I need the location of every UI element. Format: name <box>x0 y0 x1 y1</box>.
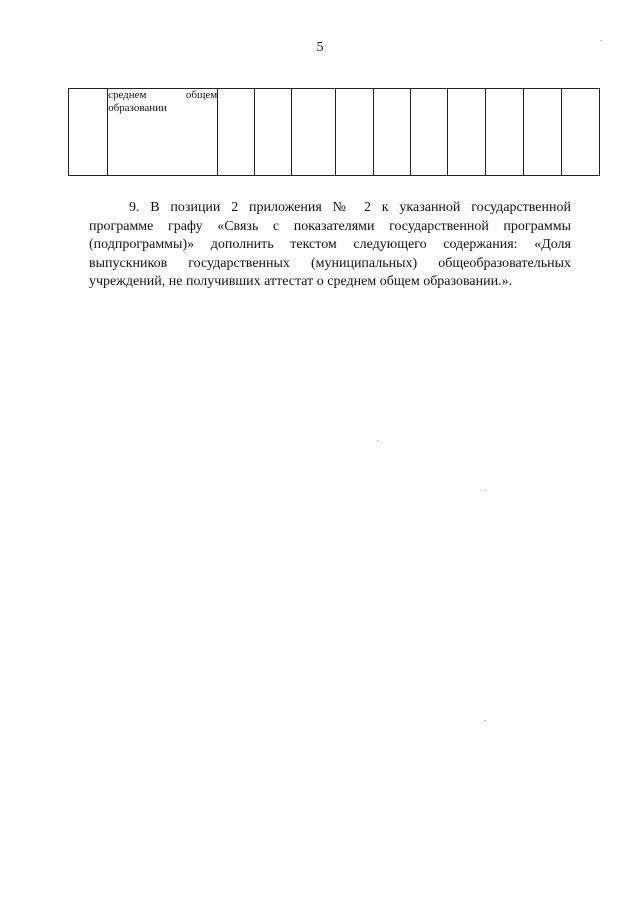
continuation-table <box>68 88 600 176</box>
table-cell <box>485 89 523 176</box>
scan-speck <box>484 720 486 721</box>
paragraph-line: выпускников государственных (муниципальных) общеобразовательных <box>89 255 571 271</box>
paragraph-line: (подпрограммы)» дополнить текстом следующего содержания: «Доля <box>89 237 571 252</box>
table-cell <box>218 89 255 176</box>
table-cell <box>561 89 599 176</box>
paragraph-line: программе графу «Связь с показателями государственной программы <box>89 218 571 234</box>
table-cell-indicator-text <box>108 89 218 176</box>
table-cell <box>373 89 410 176</box>
scan-speck <box>600 40 602 41</box>
table-cell <box>447 89 485 176</box>
paragraph-line: учреждений, не получивших аттестат о среднем общем образовании.». <box>89 274 513 289</box>
cell-text-line: среднем общем <box>108 89 218 101</box>
table-cell <box>523 89 561 176</box>
table-cell <box>336 89 373 176</box>
amendment-paragraph <box>89 199 571 292</box>
scan-speck <box>377 440 379 441</box>
table-cell <box>292 89 336 176</box>
page-number: 5 <box>316 40 324 55</box>
table-cell <box>410 89 447 176</box>
table-cell <box>255 89 292 176</box>
table-cell <box>69 89 108 176</box>
cell-text-line: образовании <box>108 102 167 114</box>
scan-speck <box>484 490 486 491</box>
paragraph-line: 9. В позиции 2 приложения № 2 к указанной государственной <box>129 200 571 215</box>
table-row <box>69 89 600 176</box>
